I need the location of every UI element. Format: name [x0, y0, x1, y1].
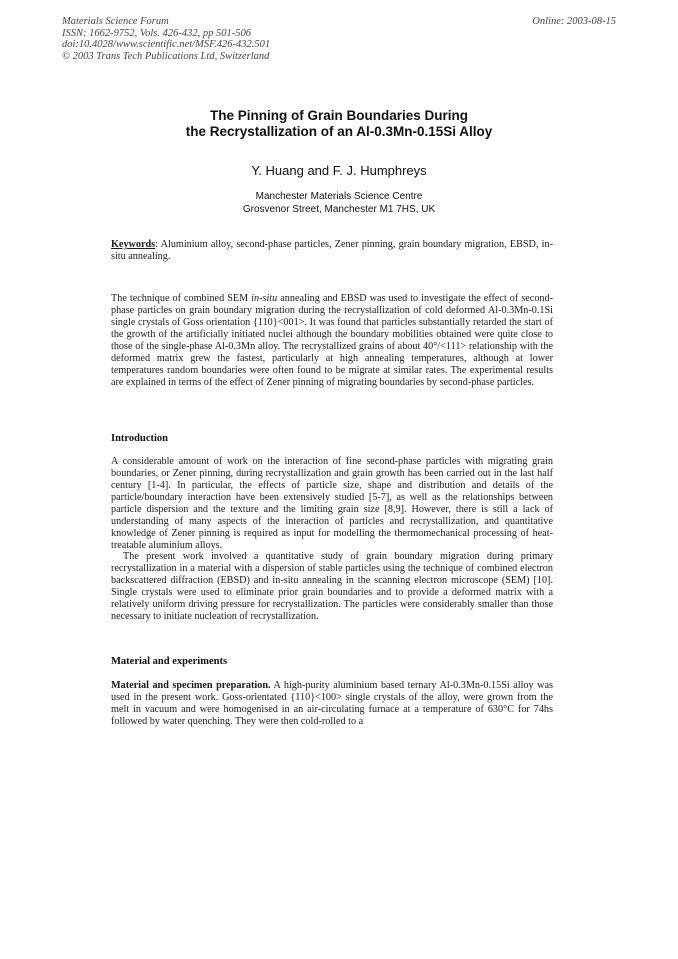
copyright-line: © 2003 Trans Tech Publications Ltd, Switzerland: [62, 50, 270, 62]
authors: Y. Huang and F. J. Humphreys: [251, 163, 427, 178]
keywords-label: Keywords: [111, 239, 156, 250]
abstract-italic-term: in-situ: [251, 293, 278, 304]
issn-line: ISSN: 1662-9752, Vols. 426-432, pp 501-506: [62, 27, 251, 39]
online-date: Online: 2003-08-15: [532, 16, 616, 27]
affiliation: [100, 191, 578, 216]
abstract-text-rest: annealing and EBSD was used to investigate the effect of second-phase particles on grain boundary migration during the recrystallization of cold deformed Al-0.3Mn-0.1Si single crystals of Goss orientation {110}<001>. It was found that particles substantially retarded the start of the growth of the artificially initiated nuclei although the boundary mobilities obtained were quite close to those of the single-phase Al-0.3Mn alloy. The recrystallized grains of about 40°/<111> relationship with the deformed matrix grew the fastest, particularly at high annealing temperatures, although at lower temperatures random boundaries were often found to be migrate at similar rates. The experimental results are explained in terms of the effect of Zener pinning of migrating boundaries by second-phase particles.: [111, 293, 554, 389]
journal-header: [62, 16, 270, 62]
introduction-paragraph-1: [111, 456, 553, 552]
title-line-2: the Recrystallization of an Al-0.3Mn-0.15Si Alloy: [185, 124, 493, 139]
affiliation-line-2: Grosvenor Street, Manchester M1 7HS, UK: [242, 203, 436, 215]
affiliation-line-1: Manchester Materials Science Centre: [255, 191, 423, 202]
introduction-paragraph-2: [111, 551, 553, 623]
intro-para-1-text: A considerable amount of work on the interaction of fine second-phase particles with migrating grain boundaries, or Zener pinning, during recrystallization and grain growth has been carried out in the last half century [1-4]. In particular, the effects of particle size, shape and distribution and details of the particle/boundary interaction have been extensively studied [5-7], as well as the relationships between particle dispersion and the texture and the limiting grain size [8,9]. However, there is still a lack of understanding of many aspects of the interaction of particles and recrystallization, and quantitative knowledge of Zener pinning is required as input for modelling the thermomechanical processing of heat-treatable aluminium alloys.: [111, 456, 553, 552]
materials-heading: Material and experiments: [111, 656, 228, 667]
title-line-1: The Pinning of Grain Boundaries During: [209, 108, 468, 123]
abstract-text-start: The technique of combined SEM: [111, 293, 252, 304]
paper-title: [100, 108, 578, 140]
materials-paragraph: [111, 680, 553, 728]
introduction-heading: Introduction: [111, 433, 168, 444]
doi-line: doi:10.4028/www.scientific.net/MSF.426-432.501: [62, 39, 271, 50]
keywords: [111, 239, 553, 263]
keywords-text: : Aluminium alloy, second-phase particles, Zener pinning, grain boundary migration, EBSD, in-situ annealing.: [111, 239, 553, 263]
journal-name: Materials Science Forum: [62, 16, 169, 27]
intro-para-2-text: The present work involved a quantitative study of grain boundary migration during primary recrystallization in a material with a dispersion of stable particles using the technique of combined electron backscattered diffraction (EBSD) and in-situ annealing in the scanning electron microscope (SEM) [10]. Single crystals were used to eliminate prior grain boundaries and to provide a deformed matrix with a relatively uniform driving pressure for recrystallization. The particles were considerably smaller than those necessary to initiate nucleation of recrystallization.: [111, 551, 553, 623]
materials-runin-heading: Material and specimen preparation.: [111, 680, 271, 691]
materials-text: A high-purity aluminium based ternary Al-0.3Mn-0.15Si alloy was used in the present work. Goss-orientated {110}<100> single crystals of the alloy, were grown from the melt in vacuum and were homogenised in an air-circulating furnace at a temperature of 630°C for 74hs followed by water quenching. They were then cold-rolled to a: [111, 680, 553, 728]
abstract: [111, 293, 553, 389]
